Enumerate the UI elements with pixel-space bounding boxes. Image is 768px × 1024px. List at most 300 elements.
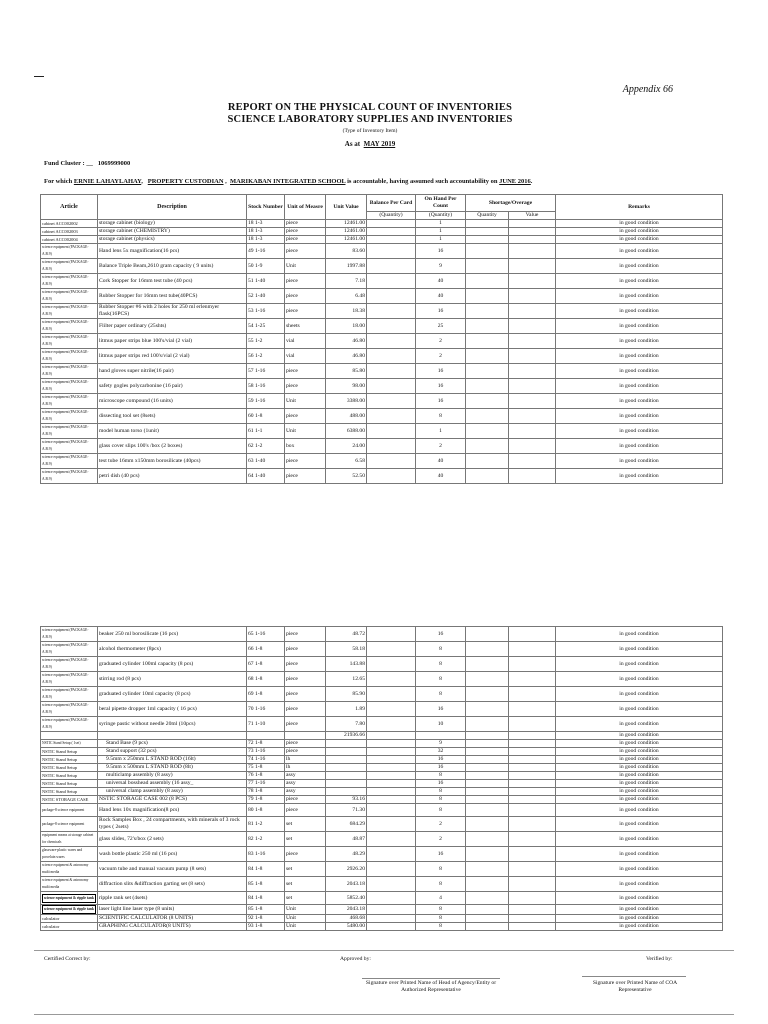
unit-value-cell: 6.58 [326,454,367,469]
shortage-quantity-cell [466,394,509,409]
remarks-cell: in good condition [556,772,723,780]
unit-value-cell: 71.30 [326,804,367,817]
table-row [41,772,723,780]
on-hand-cell: 40 [416,274,466,289]
stock-number-cell: 81 1-2 [247,817,285,832]
shortage-value-cell [509,732,556,740]
stock-number-cell: 62 1-2 [247,439,285,454]
description-cell: Stand Base (9 pcs) [98,740,247,748]
balance-card-cell [367,394,416,409]
stock-number-cell: 49 1-16 [247,244,285,259]
shortage-quantity-cell [466,627,509,642]
shortage-value-cell [509,469,556,484]
unit-value-cell: 2926.20 [326,862,367,877]
remarks-cell: in good condition [556,274,723,289]
stock-number-cell: 84 1-8 [247,862,285,877]
shortage-value-cell [509,657,556,672]
unit-value-cell: 48.72 [326,627,367,642]
shortage-quantity-cell [466,259,509,274]
shortage-value-cell [509,892,556,905]
remarks-cell: in good condition [556,796,723,804]
table-row [41,877,723,892]
unit-value-cell: 2043.18 [326,905,367,915]
shortage-value-cell [509,804,556,817]
unit-cell: assy [285,788,326,796]
shortage-quantity-cell [466,274,509,289]
shortage-quantity-cell [466,892,509,905]
unit-cell: piece [285,847,326,862]
article-boxed-label: science equipment & ripple tank [42,905,96,914]
on-hand-cell: 8 [416,788,466,796]
description-cell: Flilter paper ordinary (25shts) [98,319,247,334]
remarks-cell: in good condition [556,892,723,905]
unit-cell: piece [285,657,326,672]
unit-cell: vial [285,334,326,349]
shortage-value-cell [509,915,556,923]
remarks-cell: in good condition [556,454,723,469]
description-cell: 9.5mm x 250mm L STAND ROD (16lt) [98,756,247,764]
table-row [41,454,723,469]
description-cell: glass slides, 72's/box (2 sets) [98,832,247,847]
balance-card-cell [367,274,416,289]
unit-cell: piece [285,274,326,289]
unit-cell: piece [285,804,326,817]
stock-number-cell: 67 1-8 [247,657,285,672]
unit-cell: Unit [285,923,326,931]
custodian-name: ERNIE LAHAYLAHAY [73,178,142,185]
stock-number-cell: 76 1-8 [247,772,285,780]
article-cell [41,892,98,905]
unit-value-cell: 48.87 [326,832,367,847]
shortage-quantity-cell [466,772,509,780]
remarks-cell: in good condition [556,334,723,349]
balance-card-cell [367,469,416,484]
shortage-value-cell [509,454,556,469]
shortage-value-cell [509,642,556,657]
on-hand-cell: 9 [416,740,466,748]
unit-value-cell: 1997.88 [326,259,367,274]
description-cell: Rubber Stopper for 16mm test tube(40PCS) [98,289,247,304]
table-row [41,862,723,877]
fund-cluster [44,160,130,167]
remarks-cell: in good condition [556,220,723,228]
article-cell: science equipment (PACKAGE-A.B.9) [41,394,98,409]
article-cell: NSTIC Stand Setup [41,748,98,756]
on-hand-cell: 2 [416,439,466,454]
unit-cell: piece [285,469,326,484]
table-row [41,756,723,764]
custodian-position: PROPERTY CUSTODIAN [147,178,224,185]
unit-value-cell: 12461.00 [326,228,367,236]
shortage-quantity-cell [466,905,509,915]
description-cell: vacuum tube and manual vacuum pump (8 sets) [98,862,247,877]
table-row [41,304,723,319]
table-row [41,702,723,717]
on-hand-cell: 16 [416,702,466,717]
description-cell: ripple rank set (4sets) [98,892,247,905]
on-hand-cell: 8 [416,672,466,687]
as-at [0,140,740,148]
shortage-value-cell [509,304,556,319]
shortage-quantity-cell [466,454,509,469]
unit-cell: Unit [285,424,326,439]
description-cell: model human torso (1unit) [98,424,247,439]
stock-number-cell: 83 1-16 [247,847,285,862]
stock-number-cell: 18 1-3 [247,220,285,228]
on-hand-cell: 8 [416,409,466,424]
shortage-value-cell [509,862,556,877]
on-hand-cell: 4 [416,892,466,905]
table-row [41,672,723,687]
article-cell: science equipment & astronomy multi media [41,877,98,892]
table-row [41,717,723,732]
th-shortage-overage: Shortage/Overage [466,195,556,212]
description-cell: glass cover slips 100's /box (2 boxes) [98,439,247,454]
th-quantity-count: (Quantity) [416,212,466,220]
remarks-cell: in good condition [556,804,723,817]
unit-cell: piece [285,717,326,732]
remarks-cell: in good condition [556,244,723,259]
header-row [41,195,723,212]
total-value-cell: 21936.66 [326,732,367,740]
remarks-cell: in good condition [556,702,723,717]
table-row [41,220,723,228]
unit-cell: vial [285,349,326,364]
article-cell: cabinet ACC002002 [41,220,98,228]
unit-cell: piece [285,289,326,304]
article-cell: NSTIC Stand Setup [41,764,98,772]
unit-cell: piece [285,244,326,259]
unit-value-cell: 5852.40 [326,892,367,905]
remarks-cell: in good condition [556,905,723,915]
description-cell [98,732,247,740]
table-row [41,796,723,804]
shortage-value-cell [509,274,556,289]
remarks-cell: in good condition [556,379,723,394]
shortage-quantity-cell [466,409,509,424]
on-hand-cell: 2 [416,817,466,832]
unit-cell: piece [285,409,326,424]
table-row [41,764,723,772]
shortage-quantity-cell [466,732,509,740]
stock-number-cell: 85 1-8 [247,905,285,915]
stock-number-cell: 61 1-1 [247,424,285,439]
article-cell: cabinet ACC002004 [41,236,98,244]
top-dash [34,76,44,77]
balance-card-cell [367,349,416,364]
shortage-value-cell [509,424,556,439]
balance-card-cell [367,220,416,228]
unit-cell: Unit [285,259,326,274]
article-cell: science equipment (PACKAGE-A.B.9) [41,274,98,289]
shortage-value-cell [509,877,556,892]
description-cell: microscope compound (16 units) [98,394,247,409]
article-cell: science equipment & astronomy multi media [41,862,98,877]
shortage-quantity-cell [466,424,509,439]
description-cell: dissecting tool set (8sets) [98,409,247,424]
shortage-quantity-cell [466,788,509,796]
balance-card-cell [367,804,416,817]
table-row [41,424,723,439]
shortage-value-cell [509,847,556,862]
description-cell: wash bottle plastic 250 ml (16 pcs) [98,847,247,862]
shortage-value-cell [509,228,556,236]
unit-value-cell [326,788,367,796]
shortage-value-cell [509,220,556,228]
table-row [41,228,723,236]
balance-card-cell [367,788,416,796]
unit-cell: lh [285,764,326,772]
table-row [41,740,723,748]
balance-card-cell [367,877,416,892]
shortage-value-cell [509,756,556,764]
as-at-label: As at [344,140,361,148]
balance-card-cell [367,702,416,717]
unit-value-cell: 46.80 [326,334,367,349]
stock-number-cell: 18 1-3 [247,228,285,236]
on-hand-cell: 8 [416,796,466,804]
shortage-quantity-cell [466,877,509,892]
line-end: . [530,178,533,185]
type-of-inventory: (Type of Inventory Item) [342,128,398,134]
description-cell: alcohol thermometer (8pcs) [98,642,247,657]
shortage-quantity-cell [466,220,509,228]
description-cell: Stand support (32 pcs) [98,748,247,756]
on-hand-cell: 9 [416,259,466,274]
unit-value-cell: 18.38 [326,304,367,319]
description-cell: litmus paper strips blue 100's/vial (2 vial) [98,334,247,349]
stock-number-cell: 60 1-8 [247,409,285,424]
on-hand-cell: 16 [416,627,466,642]
total-row [41,732,723,740]
shortage-quantity-cell [466,642,509,657]
remarks-cell: in good condition [556,439,723,454]
remarks-cell: in good condition [556,780,723,788]
unit-value-cell: 18.00 [326,319,367,334]
description-cell: Balance Triple Beam,2610 gram capacity ( 9 units) [98,259,247,274]
unit-value-cell: 7.80 [326,717,367,732]
table-row [41,748,723,756]
shortage-quantity-cell [466,717,509,732]
article-cell: science equipment (PACKAGE-A.B.9) [41,304,98,319]
unit-value-cell: 6388.00 [326,424,367,439]
table-row [41,788,723,796]
on-hand-cell: 2 [416,349,466,364]
on-hand-cell: 8 [416,642,466,657]
unit-value-cell: 93.16 [326,796,367,804]
shortage-value-cell [509,796,556,804]
head-signature-line [362,978,500,979]
stock-number-cell: 69 1-8 [247,687,285,702]
shortage-quantity-cell [466,236,509,244]
balance-card-cell [367,732,416,740]
unit-value-cell [326,764,367,772]
article-cell: science equipment (PACKAGE-A.B.9) [41,334,98,349]
stock-number-cell: 70 1-16 [247,702,285,717]
remarks-cell: in good condition [556,687,723,702]
article-cell: NSTIC Stand Setup [41,780,98,788]
remarks-cell: in good condition [556,832,723,847]
balance-card-cell [367,740,416,748]
unit-cell: Unit [285,905,326,915]
th-balance-per-card: Balance Per Card [367,195,416,212]
balance-card-cell [367,334,416,349]
on-hand-cell: 8 [416,804,466,817]
shortage-quantity-cell [466,832,509,847]
balance-card-cell [367,796,416,804]
shortage-value-cell [509,764,556,772]
remarks-cell: in good condition [556,304,723,319]
balance-card-cell [367,687,416,702]
table-row [41,847,723,862]
on-hand-cell [416,732,466,740]
description-cell: beral pipette dropper 1ml capacity ( 16 pcs) [98,702,247,717]
stock-number-cell: 77 1-16 [247,780,285,788]
stock-number-cell: 57 1-16 [247,364,285,379]
article-cell: NSTIC Stand Setup ( 1set) [41,740,98,748]
remarks-cell: in good condition [556,732,723,740]
article-cell: package-8 science equipment [41,804,98,817]
article-cell: equipment means at storage cabinet for chemicals [41,832,98,847]
description-cell: safety gogles polycarbonine (16 pair) [98,379,247,394]
balance-card-cell [367,832,416,847]
table-row [41,319,723,334]
fund-cluster-value: 1069999000 [97,160,131,167]
balance-card-cell [367,862,416,877]
description-cell: laser light line laser type (8 units) [98,905,247,915]
description-cell: Rock Samples Box , 24 compartments, with minerals of 3 rock types ( 2sets) [98,817,247,832]
balance-card-cell [367,244,416,259]
accountability-line [44,178,532,185]
shortage-quantity-cell [466,469,509,484]
table-row [41,817,723,832]
shortage-quantity-cell [466,756,509,764]
unit-cell: set [285,817,326,832]
certified-correct-label: Certified Correct by: [44,956,91,962]
shortage-quantity-cell [466,796,509,804]
description-cell: universal bosshead assembly (16 assy_ [98,780,247,788]
description-cell: diffraction slits &diffraction garting set (8 sets) [98,877,247,892]
table-row [41,334,723,349]
remarks-cell: in good condition [556,657,723,672]
shortage-quantity-cell [466,804,509,817]
description-cell: NSTIC STORAGE CASE 002 (8 PCS) [98,796,247,804]
shortage-value-cell [509,394,556,409]
table-row [41,687,723,702]
balance-card-cell [367,364,416,379]
unit-cell: piece [285,454,326,469]
unit-value-cell [326,772,367,780]
unit-value-cell: 58.18 [326,642,367,657]
unit-value-cell [326,780,367,788]
table-row [41,274,723,289]
shortage-quantity-cell [466,364,509,379]
balance-card-cell [367,772,416,780]
on-hand-cell: 10 [416,717,466,732]
on-hand-cell: 1 [416,236,466,244]
stock-number-cell: 53 1-16 [247,304,285,319]
stock-number-cell: 85 1-8 [247,877,285,892]
unit-cell [285,732,326,740]
stock-number-cell: 58 1-16 [247,379,285,394]
table-row [41,364,723,379]
stock-number-cell: 66 1-8 [247,642,285,657]
stock-number-cell: 82 1-2 [247,832,285,847]
shortage-value-cell [509,379,556,394]
balance-card-cell [367,657,416,672]
unit-value-cell: 52.50 [326,469,367,484]
remarks-cell: in good condition [556,740,723,748]
shortage-value-cell [509,672,556,687]
shortage-quantity-cell [466,923,509,931]
article-cell: science equipment (PACKAGE-A.B.9) [41,717,98,732]
coa-signature-line [582,976,686,977]
article-cell: science equipment (PACKAGE-A.B.9) [41,409,98,424]
shortage-quantity-cell [466,289,509,304]
table-row [41,627,723,642]
description-cell: multiclamp assembly (8 assy) [98,772,247,780]
description-cell: graduated cylinder 10ml capacity (8 pcs) [98,687,247,702]
shortage-quantity-cell [466,702,509,717]
stock-number-cell [247,732,285,740]
article-cell: science equipment (PACKAGE-A.B.9) [41,439,98,454]
shortage-value-cell [509,780,556,788]
shortage-value-cell [509,923,556,931]
remarks-cell: in good condition [556,817,723,832]
article-cell: glassware-plastic wares and porcelain wares [41,847,98,862]
remarks-cell: in good condition [556,469,723,484]
shortage-quantity-cell [466,439,509,454]
table-row [41,905,723,915]
stock-number-cell: 18 1-3 [247,236,285,244]
shortage-value-cell [509,334,556,349]
on-hand-cell: 16 [416,756,466,764]
th-shortage-quantity: Quantity [466,212,509,220]
description-cell: 9.5mm x 500mm L STAND ROD (8lt) [98,764,247,772]
unit-cell: piece [285,687,326,702]
balance-card-cell [367,847,416,862]
unit-cell: piece [285,236,326,244]
remarks-cell: in good condition [556,394,723,409]
shortage-quantity-cell [466,244,509,259]
table-row [41,804,723,817]
balance-card-cell [367,228,416,236]
balance-card-cell [367,780,416,788]
coa-signature-caption: Signature over Printed Name of COA Representative [592,980,678,993]
table-row [41,923,723,931]
article-cell: science equipment (PACKAGE-A.B.9) [41,259,98,274]
stock-number-cell: 72 1-8 [247,740,285,748]
remarks-cell: in good condition [556,672,723,687]
description-cell: stirring rod (8 pcs) [98,672,247,687]
description-cell: graduated cylinder 100ml capacity (8 pcs) [98,657,247,672]
unit-cell: piece [285,220,326,228]
remarks-cell: in good condition [556,748,723,756]
remarks-cell: in good condition [556,717,723,732]
on-hand-cell: 8 [416,862,466,877]
shortage-value-cell [509,788,556,796]
unit-cell: box [285,439,326,454]
on-hand-cell: 1 [416,228,466,236]
on-hand-cell: 40 [416,469,466,484]
unit-value-cell: 48.29 [326,847,367,862]
stock-number-cell: 93 1-8 [247,923,285,931]
article-cell [41,732,98,740]
unit-value-cell: 85.80 [326,364,367,379]
shortage-value-cell [509,364,556,379]
shortage-quantity-cell [466,780,509,788]
remarks-cell: in good condition [556,228,723,236]
